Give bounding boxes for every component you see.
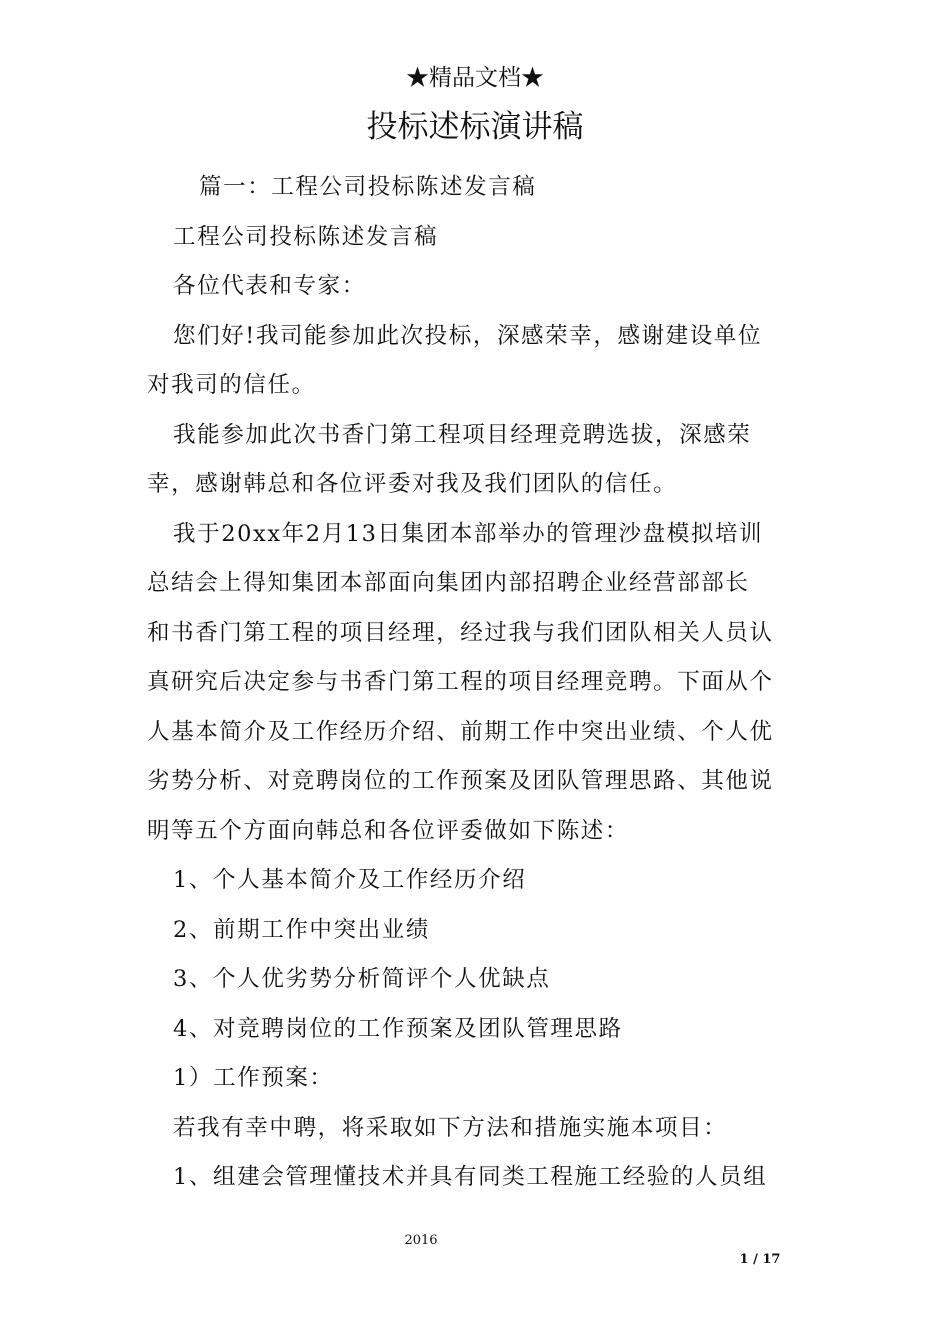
page-number: 1 / 17 [739, 1252, 781, 1267]
list-item: 4、对竞聘岗位的工作预案及团队管理思路 [173, 1015, 623, 1042]
list-item: 1、个人基本简介及工作经历介绍 [173, 867, 527, 893]
document-body [147, 163, 813, 1203]
footer-year: 2016 [404, 1233, 438, 1248]
paragraph-line: 总结会上得知集团本部面向集团内部招聘企业经营部部长 [147, 570, 750, 596]
paragraph-line: 明等五个方面向韩总和各位评委做如下陈述： [147, 817, 630, 844]
paragraph-line: 和书香门第工程的项目经理，经过我与我们团队相关人员认 [147, 619, 774, 646]
salutation: 各位代表和专家： [173, 273, 366, 299]
paragraph-line: 工程公司投标陈述发言稿 [173, 223, 439, 250]
paragraph-line: 您们好!我司能参加此次投标，深感荣幸，感谢建设单位 [173, 322, 763, 349]
header-mark: ★精品文档★ [406, 65, 544, 91]
paragraph-line: 真研究后决定参与书香门第工程的项目经理竞聘。下面从个 [147, 669, 774, 695]
paragraph-line: 人基本简介及工作经历介绍、前期工作中突出业绩、个人优 [147, 718, 774, 745]
paragraph-line: 我于20xx年2月13日集团本部举办的管理沙盘模拟培训 [173, 520, 764, 547]
list-item: 3、个人优劣势分析简评个人优缺点 [173, 966, 551, 992]
paragraph-line: 对我司的信任。 [147, 372, 316, 398]
paragraph-line: 幸，感谢韩总和各位评委对我及我们团队的信任。 [147, 471, 678, 497]
paragraph-line: 我能参加此次书香门第工程项目经理竞聘选拔，深感荣 [173, 421, 752, 448]
paragraph-line: 劣势分析、对竞聘岗位的工作预案及团队管理思路、其他说 [147, 768, 774, 794]
list-item: 1）工作预案： [173, 1065, 334, 1091]
list-item: 2、前期工作中突出业绩 [173, 916, 430, 943]
paragraph-line: 若我有幸中聘，将采取如下方法和措施实施本项目： [173, 1114, 728, 1141]
document-title: 投标述标演讲稿 [366, 109, 584, 145]
list-item: 1、组建会管理懂技术并具有同类工程施工经验的人员组 [173, 1164, 768, 1190]
section-heading: 篇一：工程公司投标陈述发言稿 [199, 174, 537, 200]
